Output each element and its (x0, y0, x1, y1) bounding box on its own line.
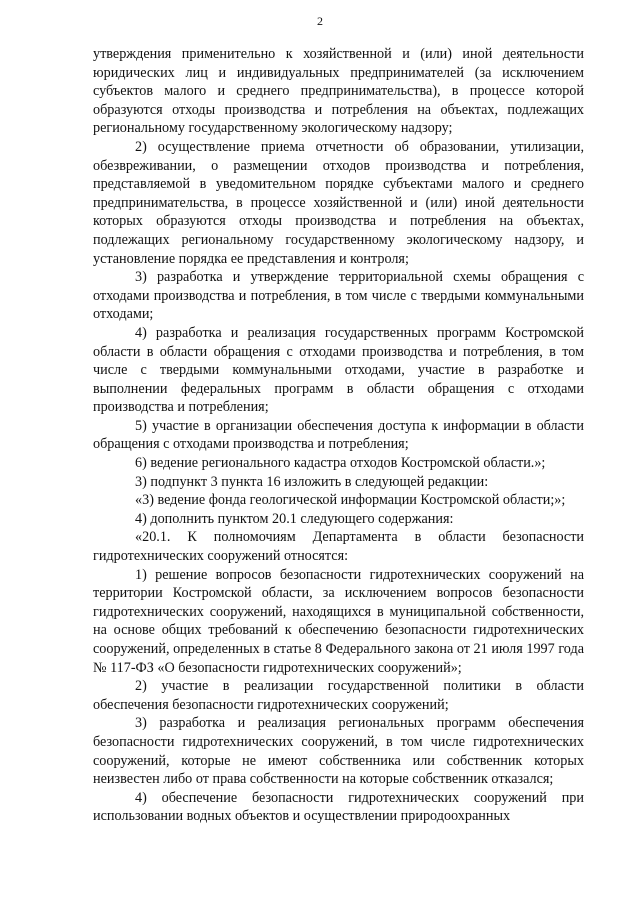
paragraph: 3) разработка и реализация региональных программ обеспечения безопасности гидротехнических сооружений, в том числе гидротехнических сооружений, которые не имеют собственника или собственник которых неизвестен либо от права собственности на которые собственник отказался; (93, 715, 584, 788)
paragraph: 1) решение вопросов безопасности гидротехнических сооружений на территории Костромской области, за исключением вопросов безопасности гидротехнических сооружений, находящихся в муниципальной собственности, на основе общих требований к обеспечению безопасности гидротехнических сооружений, определенных в статье 8 Федерального закона от 21 июля 1997 года № 117-ФЗ «О безопасности гидротехнических сооружений»; (93, 566, 584, 676)
paragraph: 2) осуществление приема отчетности об образовании, утилизации, обезвреживании, о размещении отходов производства и потребления, представляемой в уведомительном порядке субъектами малого и среднего предпринимательства, в процессе хозяйственной и (или) иной деятельности которых образуются отходы производства и потребления на объектах, подлежащих региональному государственному экологическому надзору, и установление порядка ее представления и контроля; (93, 138, 584, 267)
page-number: 2 (317, 14, 323, 28)
paragraph: 6) ведение регионального кадастра отходов Костромской области.»; (135, 455, 546, 472)
paragraph: 3) разработка и утверждение территориальной схемы обращения с отходами производства и потребления, в том числе с твердыми коммунальными отходами; (93, 269, 584, 323)
paragraph: 3) подпункт 3 пункта 16 изложить в следующей редакции: (135, 473, 489, 490)
paragraph: 4) дополнить пунктом 20.1 следующего содержания: (135, 510, 454, 527)
paragraph: 4) обеспечение безопасности гидротехнических сооружений при использовании водных объектов и осуществлении природоохранных (93, 789, 584, 825)
paragraph: 4) разработка и реализация государственных программ Костромской области в области обращения с отходами производства и потребления, в том числе с твердыми коммунальными отходами, участие в разработке и выполнении федеральных программ в области обращения с отходами производства и потребления; (93, 324, 584, 416)
paragraph: «3) ведение фонда геологической информации Костромской области;»; (135, 492, 566, 509)
paragraph: утверждения применительно к хозяйственной и (или) иной деятельности юридических лиц и индивидуальных предпринимателей (за исключением субъектов малого и среднего предпринимательства), в процессе которой образуются отходы производства и потребления на объектах, подлежащих региональному государственному экологическому надзору; (93, 46, 584, 137)
paragraph: 2) участие в реализации государственной политики в области обеспечения безопасности гидротехнических сооружений; (93, 678, 584, 713)
document-body (93, 45, 584, 826)
paragraph: «20.1. К полномочиям Департамента в области безопасности гидротехнических сооружений относятся: (93, 529, 584, 565)
paragraph: 5) участие в организации обеспечения доступа к информации в области обращения с отходами производства и потребления; (93, 417, 584, 453)
